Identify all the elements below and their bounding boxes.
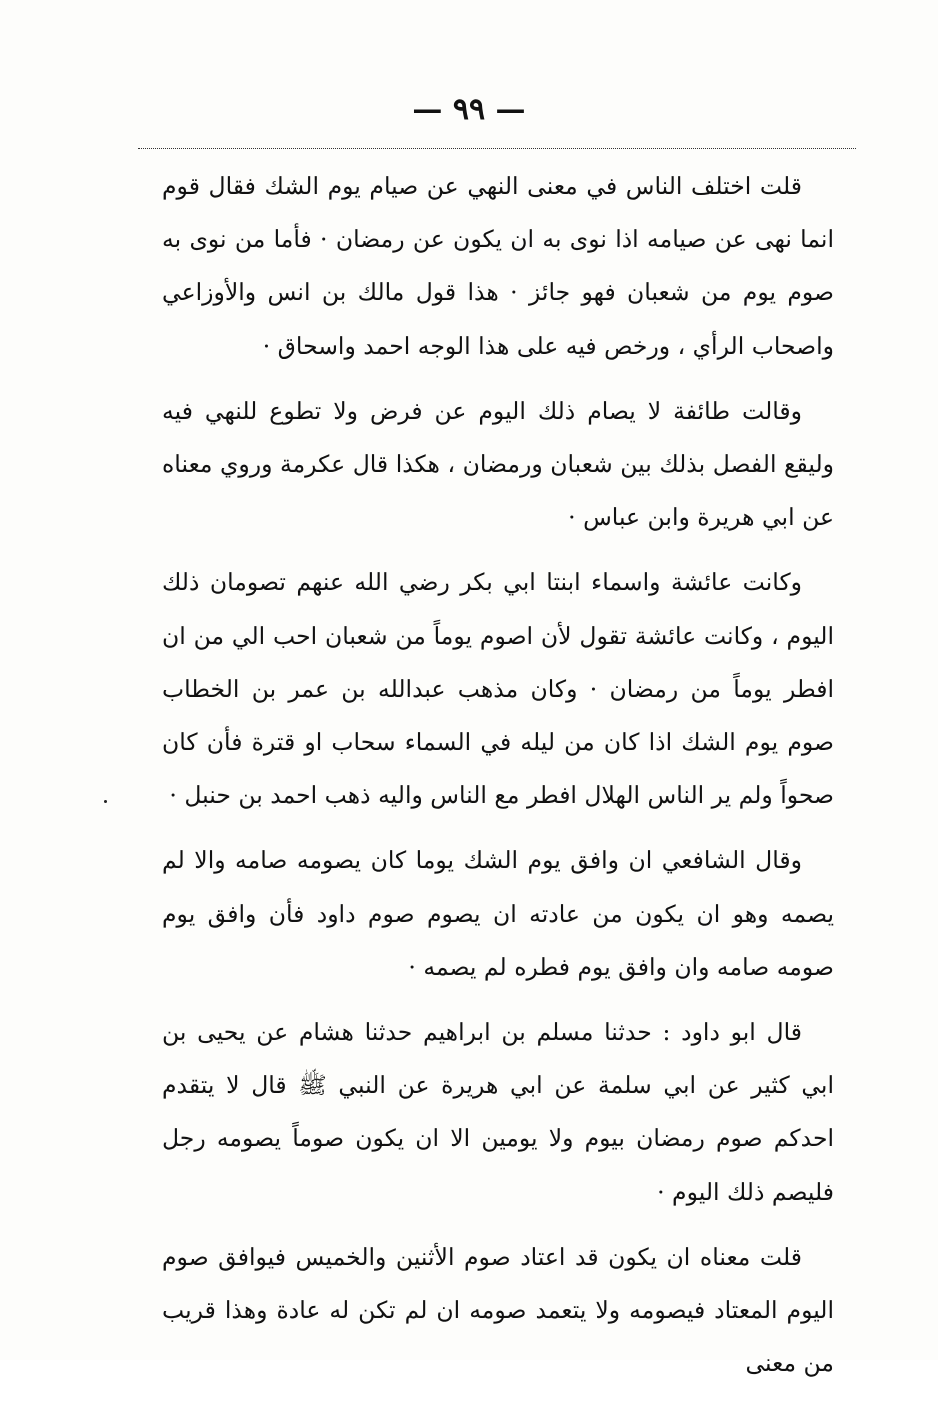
paragraph: قلت اختلف الناس في معنى النهي عن صيام يوم الشك فقال قوم انما نهى عن صيامه اذا نوى به ان يكون عن رمضان · فأما من نوى به صوم يوم من شعبان فهو جائز · هذا قول مالك بن انس والأوزاعي واصحاب الرأي ، ورخص فيه على هذا الوجه احمد واسحاق · <box>162 172 834 360</box>
page-number-header: — ٩٩ — <box>412 92 526 127</box>
header-rule <box>138 148 856 149</box>
paragraph: وقال الشافعي ان وافق يوم الشك يوما كان يصومه صامه والا لم يصمه وهو ان يكون من عادته ان يصوم صوم داود فأن وافق يوم صومه صامه وان وافق يوم فطره لم يصمه · <box>162 846 834 981</box>
paragraph: قال ابو داود : حدثنا مسلم بن ابراهيم حدثنا هشام عن يحيى بن ابي كثير عن ابي سلمة عن ابي هريرة عن النبي ﷺ قال لا يتقدم احدكم صوم رمضان بيوم ولا يومين الا ان يكون صوماً يصومه رجل فليصم ذلك اليوم · <box>162 1018 834 1206</box>
paragraph: وكانت عائشة واسماء ابنتا ابي بكر رضي الله عنهم تصومان ذلك اليوم ، وكانت عائشة تقول لأن اصوم يوماً من شعبان احب الي من ان افطر يوماً من رمضان · وكان مذهب عبدالله بن عمر بن الخطاب صوم يوم الشك اذا كان من ليله في السماء سحاب او قترة فأن كان صحواً ولم ير الناس الهلال افطر مع الناس واليه ذهب احمد بن حنبل · <box>162 568 834 810</box>
paragraph: وقالت طائفة لا يصام ذلك اليوم عن فرض ولا تطوع للنهي فيه وليقع الفصل بذلك بين شعبان ورمضان ، هكذا قال عكرمة وروي معناه عن ابي هريرة وابن عباس · <box>162 396 834 532</box>
paragraph: قلت معناه ان يكون قد اعتاد صوم الأثنين والخميس فيوافق صوم اليوم المعتاد فيصومه ولا يتعمد صومه ان لم تكن له عادة وهذا قريب من معنى <box>162 1242 834 1378</box>
page-body-text <box>162 160 834 1402</box>
stray-ink-dot <box>104 800 107 803</box>
